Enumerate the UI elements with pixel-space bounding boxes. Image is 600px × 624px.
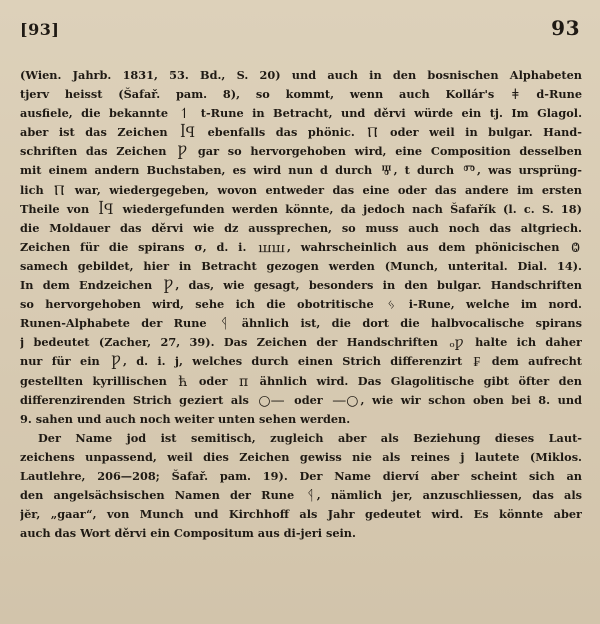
- text-line: [20, 104, 582, 123]
- text-line: [20, 219, 582, 238]
- text-segment: , wie wir schon oben bei 8. und: [360, 392, 582, 407]
- text-segment: ähnlich wird. Das Glagolitische gibt öfter den: [250, 373, 582, 388]
- text-segment: den angelsächsischen Namen der Rune: [20, 488, 305, 503]
- rune-glyph: ₣: [473, 354, 481, 371]
- rune-glyph: ₒƿ: [449, 335, 464, 352]
- text-line: [20, 333, 582, 352]
- text-segment: samech gebildet, hier in Betracht gezogen werden (Munch, unterital. Dial. 14).: [20, 258, 582, 273]
- text-segment: auch das Wort děrvi ein Compositum aus di-jeri sein.: [20, 526, 356, 541]
- rune-glyph: ꟾꟼ: [180, 125, 196, 142]
- text-segment: ebenfalls das phönic.: [197, 125, 366, 140]
- text-line: [20, 410, 582, 429]
- body-text: [20, 66, 582, 543]
- text-segment: j bedeutet (Zacher, 27, 39). Das Zeichen der Handschriften: [20, 335, 448, 350]
- rune-glyph: Ⲡ: [367, 125, 378, 142]
- rune-glyph: Ƿ: [111, 354, 121, 371]
- text-segment: ähnlich ist, die dort die halbvocalische spirans: [230, 316, 582, 331]
- text-segment: so hervorgehoben wird, sehe ich die obotritische: [20, 297, 385, 312]
- text-segment: gar so hervorgehoben wird, eine Composition desselben: [189, 144, 582, 159]
- text-segment: Runen-Alphabete der Rune: [20, 316, 218, 331]
- text-line: [20, 257, 582, 276]
- text-segment: oder: [286, 392, 331, 407]
- text-line: [20, 314, 582, 333]
- text-line: [20, 391, 582, 410]
- rune-glyph: ᛩ: [306, 488, 315, 505]
- text-segment: , d. i. j, welches durch einen Strich differenzirt: [122, 354, 472, 369]
- page-number: 93: [551, 16, 580, 40]
- text-segment: ausfiele, die bekannte: [20, 106, 177, 121]
- rune-glyph: ᴨ: [238, 373, 249, 390]
- rune-glyph: ћ: [178, 373, 188, 390]
- text-segment: tjerv heisst (Šafař. pam. 8), so kommt, wenn auch Kollár's: [20, 87, 511, 102]
- text-segment: die Moldauer das děrvi wie dz aussprechen, so muss auch noch das altgriech.: [20, 220, 582, 235]
- text-segment: zeichens unpassend, weil dies Zeichen gewiss nie als reines j lautete (Miklos.: [20, 449, 582, 464]
- text-segment: nur für ein: [20, 354, 110, 369]
- text-segment: aber ist das Zeichen: [20, 125, 179, 140]
- text-segment: t-Rune in Betracht, und děrvi würde ein tj. Im Glagol.: [192, 106, 582, 121]
- text-segment: i-Rune, welche im nord.: [397, 297, 582, 312]
- rune-glyph: Ⱅ: [463, 163, 475, 180]
- rune-glyph: ǂ: [512, 87, 519, 104]
- text-segment: lich: [20, 182, 53, 197]
- text-segment: , t durch: [393, 163, 462, 178]
- rune-glyph: ○—: [258, 392, 285, 409]
- text-line: [20, 467, 582, 486]
- text-line: [20, 181, 582, 200]
- text-line: [20, 429, 582, 448]
- text-segment: , was ursprüng-: [477, 163, 582, 178]
- running-head: [20, 16, 582, 46]
- text-line: [20, 142, 582, 161]
- text-segment: oder weil in bulgar. Hand-: [379, 125, 582, 140]
- text-line: [20, 295, 582, 314]
- text-segment: mit einem andern Buchstaben, es wird nun d durch: [20, 163, 380, 178]
- text-line: [20, 161, 582, 180]
- text-segment: schriften das Zeichen: [20, 144, 176, 159]
- text-segment: Zeichen für die spirans σ, d. i.: [20, 239, 257, 254]
- text-segment: 9. sahen und auch noch weiter unten sehen werden.: [20, 411, 351, 426]
- text-segment: Theile von: [20, 201, 97, 216]
- rune-glyph: ᛃ: [387, 297, 396, 314]
- text-segment: jĕr, „gaar“, von Munch und Kirchhoff als Jahr gedeutet wird. Es könnte aber: [20, 507, 582, 522]
- text-segment: differenzirenden Strich geziert als: [20, 392, 257, 407]
- rune-glyph: Ⱉ: [571, 239, 580, 256]
- rune-glyph: ᛩ: [219, 316, 229, 333]
- text-line: [20, 448, 582, 467]
- text-segment: , nämlich jer, anzuschliessen, das als: [316, 488, 582, 503]
- rune-glyph: ↿: [178, 106, 191, 123]
- text-line: [20, 505, 582, 524]
- text-segment: dem aufrecht: [482, 354, 582, 369]
- rune-glyph: Ƿ: [177, 144, 188, 161]
- text-segment: , wahrscheinlich aus dem phönicischen: [287, 239, 570, 254]
- text-segment: oder: [189, 373, 237, 388]
- rune-glyph: Ⲡ: [54, 182, 65, 199]
- rune-glyph: ꟾꟼ: [98, 201, 114, 218]
- text-segment: war, wiedergegeben, wovon entweder das eine oder das andere im ersten: [66, 182, 582, 197]
- rune-glyph: —○: [332, 392, 359, 409]
- text-line: [20, 276, 582, 295]
- text-segment: In dem Endzeichen: [20, 278, 162, 293]
- text-segment: , das, wie gesagt, besonders in den bulgar. Handschriften: [175, 278, 582, 293]
- text-line: [20, 372, 582, 391]
- text-line: [20, 123, 582, 142]
- text-line: [20, 66, 582, 85]
- rune-glyph: Ⱋ: [381, 163, 392, 180]
- text-line: [20, 486, 582, 505]
- text-segment: Lautlehre, 206—208; Šafař. pam. 19). Der Name dierví aber scheint sich an: [20, 468, 582, 483]
- text-segment: Der Name jod ist semitisch, zugleich aber als Beziehung dieses Laut-: [38, 430, 582, 445]
- text-line: [20, 238, 582, 257]
- text-segment: halte ich daher: [465, 335, 582, 350]
- text-line: [20, 524, 582, 543]
- text-line: [20, 352, 582, 371]
- text-line: [20, 85, 582, 104]
- bracket-page-number: [93]: [20, 20, 60, 39]
- text-segment: d-Rune: [520, 87, 582, 102]
- text-segment: (Wien. Jahrb. 1831, 53. Bd., S. 20) und auch in den bosnischen Alphabeten: [20, 68, 582, 82]
- rune-glyph: ꟺꟺ: [258, 239, 286, 256]
- text-segment: wiedergefunden werden könnte, da jedoch nach Šafařík (l. c. S. 18): [115, 201, 582, 216]
- text-line: [20, 200, 582, 219]
- text-segment: gestellten kyrillischen: [20, 373, 177, 388]
- rune-glyph: Ƿ: [163, 278, 174, 295]
